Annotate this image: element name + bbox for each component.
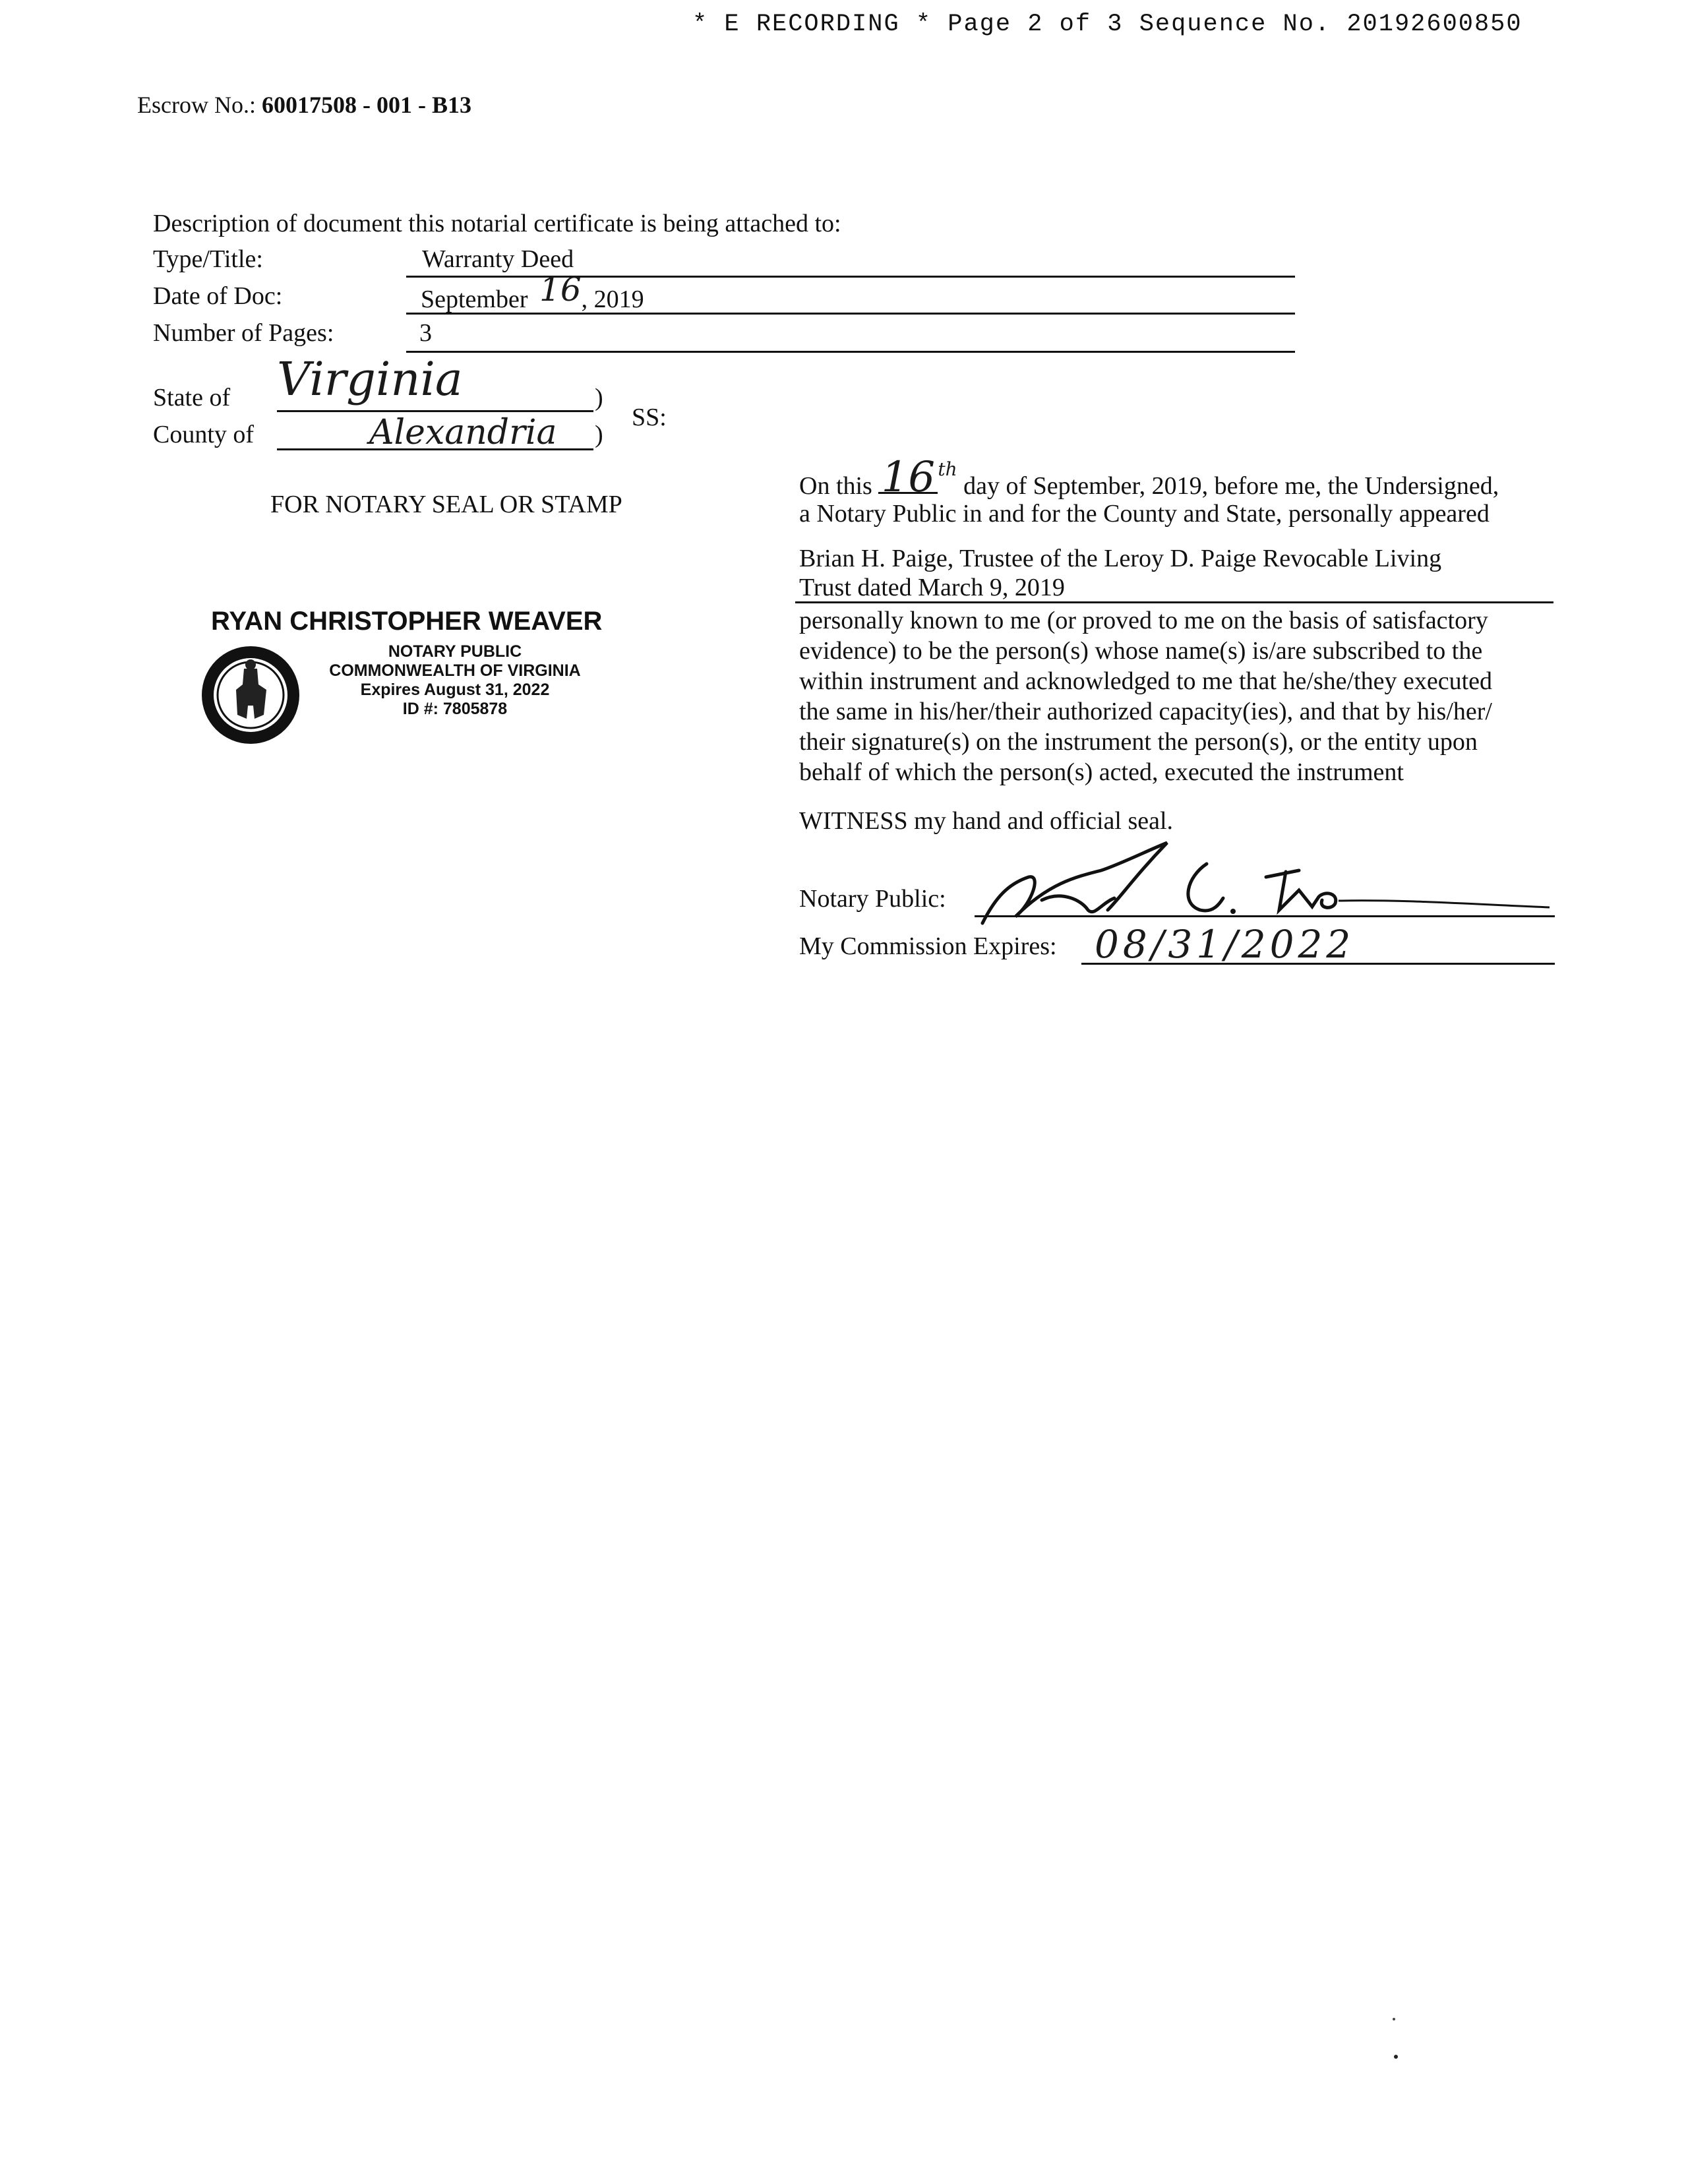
- stamp-line2: COMMONWEALTH OF VIRGINIA: [329, 661, 581, 680]
- county-handwritten: Alexandria: [369, 413, 557, 452]
- stamp-name: RYAN CHRISTOPHER WEAVER: [211, 607, 603, 636]
- notary-public-label: Notary Public:: [799, 885, 946, 913]
- stamp-line3: Expires August 31, 2022: [360, 681, 550, 699]
- pages-label: Number of Pages:: [153, 319, 334, 347]
- date-underline: [406, 313, 1295, 315]
- signer-line1: Brian H. Paige, Trustee of the Leroy D. Paige Revocable Living: [799, 545, 1442, 572]
- type-label: Type/Title:: [153, 245, 263, 273]
- ack-day-handwritten: 16: [878, 463, 938, 494]
- ack-day-suffix: th: [938, 458, 957, 480]
- notary-signature-line: [975, 915, 1555, 917]
- witness-line: WITNESS my hand and official seal.: [799, 807, 1174, 835]
- scan-speck: [1394, 2055, 1398, 2059]
- ack-para-line: evidence) to be the person(s) whose name(s) is/are subscribed to the: [799, 637, 1483, 665]
- seal-caption: FOR NOTARY SEAL OR STAMP: [270, 491, 622, 518]
- escrow-line: [137, 90, 471, 120]
- recording-header: * E RECORDING * Page 2 of 3 Sequence No. 20192600850: [692, 11, 1522, 38]
- signer-underline: [795, 601, 1553, 603]
- type-value: Warranty Deed: [422, 245, 574, 273]
- virginia-seal-icon: [198, 642, 303, 748]
- ack-line1: [799, 453, 1499, 503]
- notary-stamp: [198, 607, 607, 765]
- ack-paragraph: [799, 605, 1492, 787]
- county-label: County of: [153, 421, 255, 448]
- date-suffix: , 2019: [581, 286, 644, 313]
- ack-line2: a Notary Public in and for the County and State, personally appeared: [799, 500, 1490, 528]
- date-label: Date of Doc:: [153, 282, 283, 310]
- county-underline: [277, 448, 593, 450]
- state-handwritten: Virginia: [277, 352, 463, 406]
- escrow-number: 60017508 - 001 - B13: [261, 92, 471, 118]
- date-prefix: September: [421, 286, 528, 313]
- signer-line2: Trust dated March 9, 2019: [799, 574, 1065, 601]
- state-label: State of: [153, 384, 231, 411]
- ack-para-line: behalf of which the person(s) acted, executed the instrument: [799, 758, 1404, 786]
- on-this-label: On this: [799, 472, 872, 500]
- ack-line1-rest: day of September, 2019, before me, the Undersigned,: [963, 472, 1499, 500]
- date-value: [421, 270, 644, 315]
- ack-para-line: the same in his/her/their authorized capacity(ies), and that by his/her/: [799, 698, 1492, 725]
- pages-underline: [406, 351, 1295, 353]
- commission-handwritten: 08/31/2022: [1095, 922, 1355, 967]
- state-paren: ): [595, 384, 603, 411]
- state-underline: [277, 410, 593, 412]
- scan-speck: [1393, 2018, 1395, 2020]
- ack-para-line: within instrument and acknowledged to me that he/she/they executed: [799, 667, 1493, 695]
- pages-value: 3: [419, 319, 432, 347]
- ack-para-line: personally known to me (or proved to me on the basis of satisfactory: [799, 607, 1488, 634]
- date-handwritten-day: 16: [539, 270, 582, 309]
- county-paren: ): [595, 421, 603, 448]
- stamp-line4: ID #: 7805878: [402, 700, 508, 718]
- stamp-line1: NOTARY PUBLIC: [388, 642, 522, 661]
- description-heading: Description of document this notarial certificate is being attached to:: [153, 210, 841, 237]
- ss-label: SS:: [632, 404, 667, 431]
- commission-underline: [1081, 963, 1555, 965]
- commission-label: My Commission Expires:: [799, 932, 1057, 960]
- ack-para-line: their signature(s) on the instrument the person(s), or the entity upon: [799, 728, 1478, 756]
- stamp-details: [303, 642, 607, 719]
- escrow-label: Escrow No.:: [137, 92, 256, 118]
